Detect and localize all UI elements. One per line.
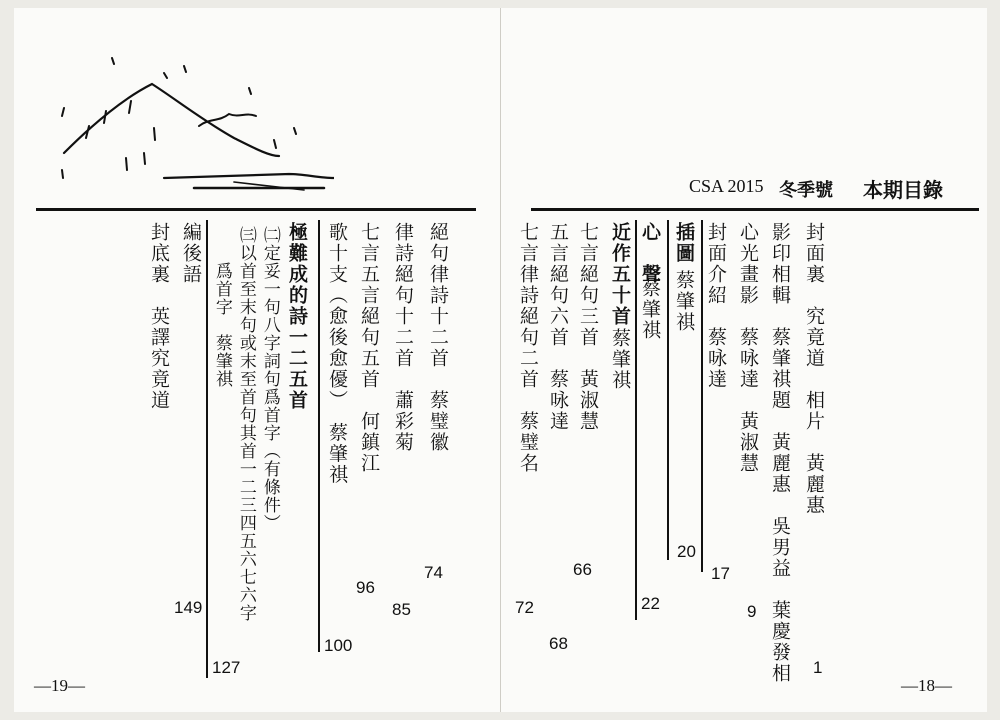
toc-entry-page: 22: [641, 594, 660, 613]
toc-entry-label: 心 聲: [638, 222, 661, 285]
issue-season: 冬季號: [779, 180, 833, 200]
toc-entry-subtitle: ㈡定妥一句八字詞句爲首字（有條件）: [259, 226, 280, 532]
right-page: [500, 8, 987, 712]
toc-entry-page: 20: [677, 542, 696, 561]
toc-entry-page: 72: [515, 598, 534, 617]
toc-entry-page: 9: [747, 602, 757, 621]
mountain-sketch-illustration: [34, 28, 334, 203]
toc-entry-page: 96: [356, 578, 375, 597]
toc-entry-page: 17: [711, 564, 730, 583]
toc-entry-title: 封面介紹 蔡咏達: [704, 222, 727, 390]
toc-entry-label: 插圖: [672, 222, 695, 264]
toc-entry-title: 絕句律詩十二首 蔡璧徽: [426, 222, 449, 453]
toc-entry-title: 編後語: [179, 222, 202, 285]
page-folio: —18—: [901, 676, 952, 695]
toc-entry-author: 蔡肇祺: [672, 270, 695, 333]
toc-entry-title: 極難成的詩一二五首: [285, 222, 308, 411]
toc-entry-author: 蔡肇祺: [608, 328, 631, 391]
toc-entry-title: 七言律詩絕句二首 蔡璧名: [516, 222, 539, 474]
toc-entry-label: 近作五十首: [608, 222, 631, 327]
page-folio: —19—: [34, 676, 85, 695]
section-bar: [635, 220, 637, 620]
toc-entry-page: 1: [813, 658, 823, 677]
section-bar: [206, 220, 208, 678]
toc-entry-title: 心光畫影 蔡咏達 黃淑慧: [736, 222, 759, 474]
toc-entry-title: 七言五言絕句五首 何鎮江: [357, 222, 380, 474]
toc-entry-page: 74: [424, 563, 443, 582]
toc-entry-subtitle: 爲首字 蔡肇祺: [211, 262, 232, 388]
toc-entry-title: 影印相輯 蔡肇祺題 黃麗惠 吳男益 葉慶發相: [768, 222, 791, 684]
toc-entry-title: 封面裏 究竟道 相片 黃麗惠: [802, 222, 825, 516]
toc-entry-page: 85: [392, 600, 411, 619]
section-bar: [701, 220, 703, 572]
toc-entry-page: 100: [324, 636, 353, 655]
toc-entry-title: 五言絕句六首 蔡咏達: [546, 222, 569, 432]
toc-entry-author: 蔡肇祺: [638, 278, 661, 341]
toc-entry-title: 律詩絕句十二首 蕭彩菊: [391, 222, 414, 453]
section-bar: [667, 220, 669, 560]
toc-entry-title: 封底裏 英譯究竟道: [147, 222, 170, 411]
section-bar: [318, 220, 320, 652]
toc-entry-subtitle: ㈢以首至末句或末至首句其首一二三四五六七六字: [235, 226, 256, 622]
journal-name: CSA 2015: [689, 176, 764, 196]
left-page: [14, 8, 500, 712]
toc-entry-title: 歌十支（愈後愈優） 蔡肇祺: [325, 222, 348, 486]
toc-entry-page: 68: [549, 634, 568, 653]
toc-entry-page: 66: [573, 560, 592, 579]
toc-title: 本期目錄: [863, 180, 943, 202]
toc-entry-title: 七言絕句三首 黃淑慧: [576, 222, 599, 432]
toc-entry-page: 127: [212, 658, 241, 677]
toc-entry-page: 149: [174, 598, 203, 617]
